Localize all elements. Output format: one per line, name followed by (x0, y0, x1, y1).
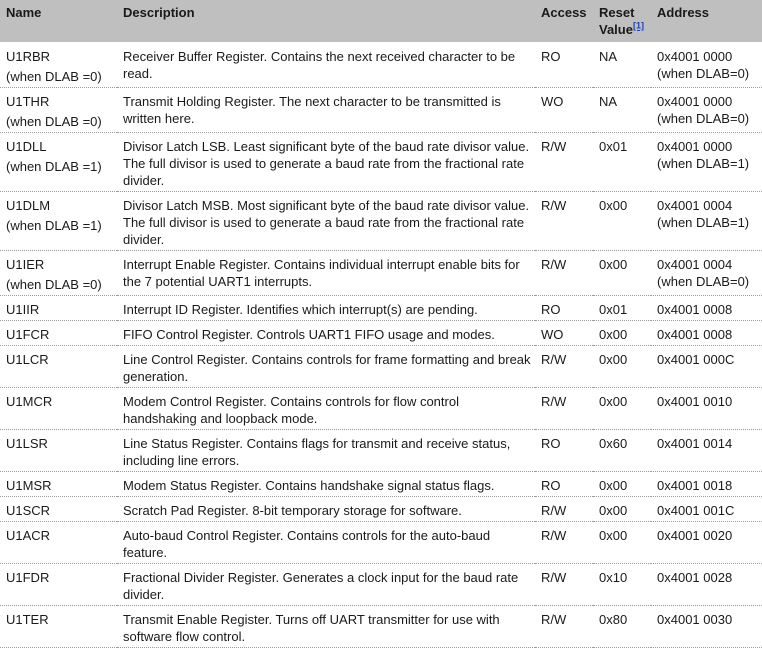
col-header-access: Access (535, 0, 593, 42)
register-reset-value: 0x80 (593, 605, 651, 647)
register-name-cell (0, 87, 117, 132)
col-header-address: Address (651, 0, 762, 42)
register-description: Divisor Latch LSB. Least significant byte of the baud rate divisor value. The full divisor is used to generate a baud rate from the fractional rate divider. (117, 132, 535, 191)
register-reset-value: 0x01 (593, 132, 651, 191)
register-address: 0x4001 0018 (651, 471, 762, 496)
table-row (0, 295, 762, 320)
register-address: 0x4001 0014 (651, 429, 762, 471)
register-reset-value: 0x00 (593, 471, 651, 496)
table-row (0, 320, 762, 345)
register-reset-value: 0x60 (593, 429, 651, 471)
register-name-cell (0, 191, 117, 250)
dlab-condition: (when DLAB =1) (6, 217, 102, 233)
register-reset-value: 0x00 (593, 496, 651, 521)
dlab-condition: (when DLAB =0) (6, 68, 102, 84)
register-name: U1ACR (0, 521, 117, 563)
dlab-condition: (when DLAB =0) (6, 113, 102, 129)
register-name: U1LSR (0, 429, 117, 471)
register-reset-value: 0x00 (593, 191, 651, 250)
table-row (0, 471, 762, 496)
register-name-cell (0, 250, 117, 295)
register-address: 0x4001 0030 (651, 605, 762, 647)
address-condition: (when DLAB=0) (657, 273, 750, 289)
register-reset-value: NA (593, 42, 651, 87)
col-header-name: Name (0, 0, 117, 42)
register-address-cell (651, 42, 762, 87)
register-address: 0x4001 0000 (657, 138, 733, 154)
register-description: FIFO Control Register. Controls UART1 FIFO usage and modes. (117, 320, 535, 345)
table-row (0, 521, 762, 563)
register-address-cell (651, 191, 762, 250)
register-name: U1DLL (6, 138, 47, 154)
register-address: 0x4001 0010 (651, 387, 762, 429)
register-description: Modem Control Register. Contains controls for flow control handshaking and loopback mode. (117, 387, 535, 429)
register-access: R/W (535, 345, 593, 387)
dlab-condition: (when DLAB =1) (6, 158, 102, 174)
table-row (0, 496, 762, 521)
reset-header-line1: Reset (599, 5, 635, 20)
register-reset-value: 0x00 (593, 345, 651, 387)
table-row (0, 345, 762, 387)
register-access: WO (535, 320, 593, 345)
col-header-description: Description (117, 0, 535, 42)
address-condition: (when DLAB=1) (657, 155, 750, 171)
register-name: U1DLM (6, 197, 51, 213)
register-reset-value: 0x00 (593, 320, 651, 345)
register-access: R/W (535, 496, 593, 521)
register-address: 0x4001 000C (651, 345, 762, 387)
register-name: U1IER (6, 256, 45, 272)
register-access: R/W (535, 191, 593, 250)
register-address-cell (651, 87, 762, 132)
register-access: R/W (535, 605, 593, 647)
register-name: U1IIR (0, 295, 117, 320)
register-address: 0x4001 0008 (651, 320, 762, 345)
register-description: Auto-baud Control Register. Contains controls for the auto-baud feature. (117, 521, 535, 563)
register-name-cell (0, 132, 117, 191)
register-address: 0x4001 0020 (651, 521, 762, 563)
address-condition: (when DLAB=0) (657, 65, 750, 81)
register-reset-value: 0x00 (593, 387, 651, 429)
table-row (0, 605, 762, 647)
register-description: Interrupt Enable Register. Contains individual interrupt enable bits for the 7 potential UART1 interrupts. (117, 250, 535, 295)
register-description: Transmit Holding Register. The next character to be transmitted is written here. (117, 87, 535, 132)
reset-header-line2: Value (599, 22, 633, 37)
address-condition: (when DLAB=0) (657, 110, 750, 126)
register-name: U1FDR (0, 563, 117, 605)
register-access: R/W (535, 132, 593, 191)
register-name: U1MSR (0, 471, 117, 496)
register-description: Fractional Divider Register. Generates a clock input for the baud rate divider. (117, 563, 535, 605)
register-access: WO (535, 87, 593, 132)
register-name: U1LCR (0, 345, 117, 387)
register-name-cell (0, 42, 117, 87)
register-description: Line Status Register. Contains flags for transmit and receive status, including line errors. (117, 429, 535, 471)
register-address: 0x4001 0000 (657, 48, 733, 64)
register-reset-value: 0x01 (593, 295, 651, 320)
register-address-cell (651, 132, 762, 191)
table-row (0, 87, 762, 132)
register-description: Line Control Register. Contains controls for frame formatting and break generation. (117, 345, 535, 387)
footnote-link[interactable]: [1] (632, 20, 644, 31)
register-access: R/W (535, 521, 593, 563)
register-name: U1MCR (0, 387, 117, 429)
register-reset-value: 0x00 (593, 250, 651, 295)
register-reset-value: 0x10 (593, 563, 651, 605)
register-address: 0x4001 0000 (657, 93, 733, 109)
register-address: 0x4001 001C (651, 496, 762, 521)
register-access: RO (535, 42, 593, 87)
table-row (0, 563, 762, 605)
register-name: U1SCR (0, 496, 117, 521)
register-description: Receiver Buffer Register. Contains the next received character to be read. (117, 42, 535, 87)
register-address-cell (651, 250, 762, 295)
register-access: RO (535, 295, 593, 320)
register-name: U1THR (6, 93, 50, 109)
register-description: Interrupt ID Register. Identifies which interrupt(s) are pending. (117, 295, 535, 320)
table-row (0, 250, 762, 295)
register-access: RO (535, 429, 593, 471)
register-access: R/W (535, 387, 593, 429)
register-address: 0x4001 0004 (657, 197, 733, 213)
address-condition: (when DLAB=1) (657, 214, 750, 230)
table-row (0, 191, 762, 250)
table-row (0, 387, 762, 429)
table-row (0, 429, 762, 471)
register-address: 0x4001 0008 (651, 295, 762, 320)
table-row (0, 132, 762, 191)
register-description: Scratch Pad Register. 8-bit temporary storage for software. (117, 496, 535, 521)
register-name: U1RBR (6, 48, 51, 64)
register-description: Modem Status Register. Contains handshake signal status flags. (117, 471, 535, 496)
register-description: Divisor Latch MSB. Most significant byte of the baud rate divisor value. The full divisor is used to generate a baud rate from the fractional rate divider. (117, 191, 535, 250)
register-address: 0x4001 0028 (651, 563, 762, 605)
register-access: R/W (535, 563, 593, 605)
register-access: RO (535, 471, 593, 496)
register-name: U1FCR (0, 320, 117, 345)
register-address: 0x4001 0004 (657, 256, 733, 272)
register-name: U1TER (0, 605, 117, 647)
register-access: R/W (535, 250, 593, 295)
table-row (0, 42, 762, 87)
register-reset-value: NA (593, 87, 651, 132)
header-row (0, 0, 762, 42)
col-header-reset-value (593, 0, 651, 42)
dlab-condition: (when DLAB =0) (6, 276, 102, 292)
register-reset-value: 0x00 (593, 521, 651, 563)
register-description: Transmit Enable Register. Turns off UART transmitter for use with software flow control. (117, 605, 535, 647)
